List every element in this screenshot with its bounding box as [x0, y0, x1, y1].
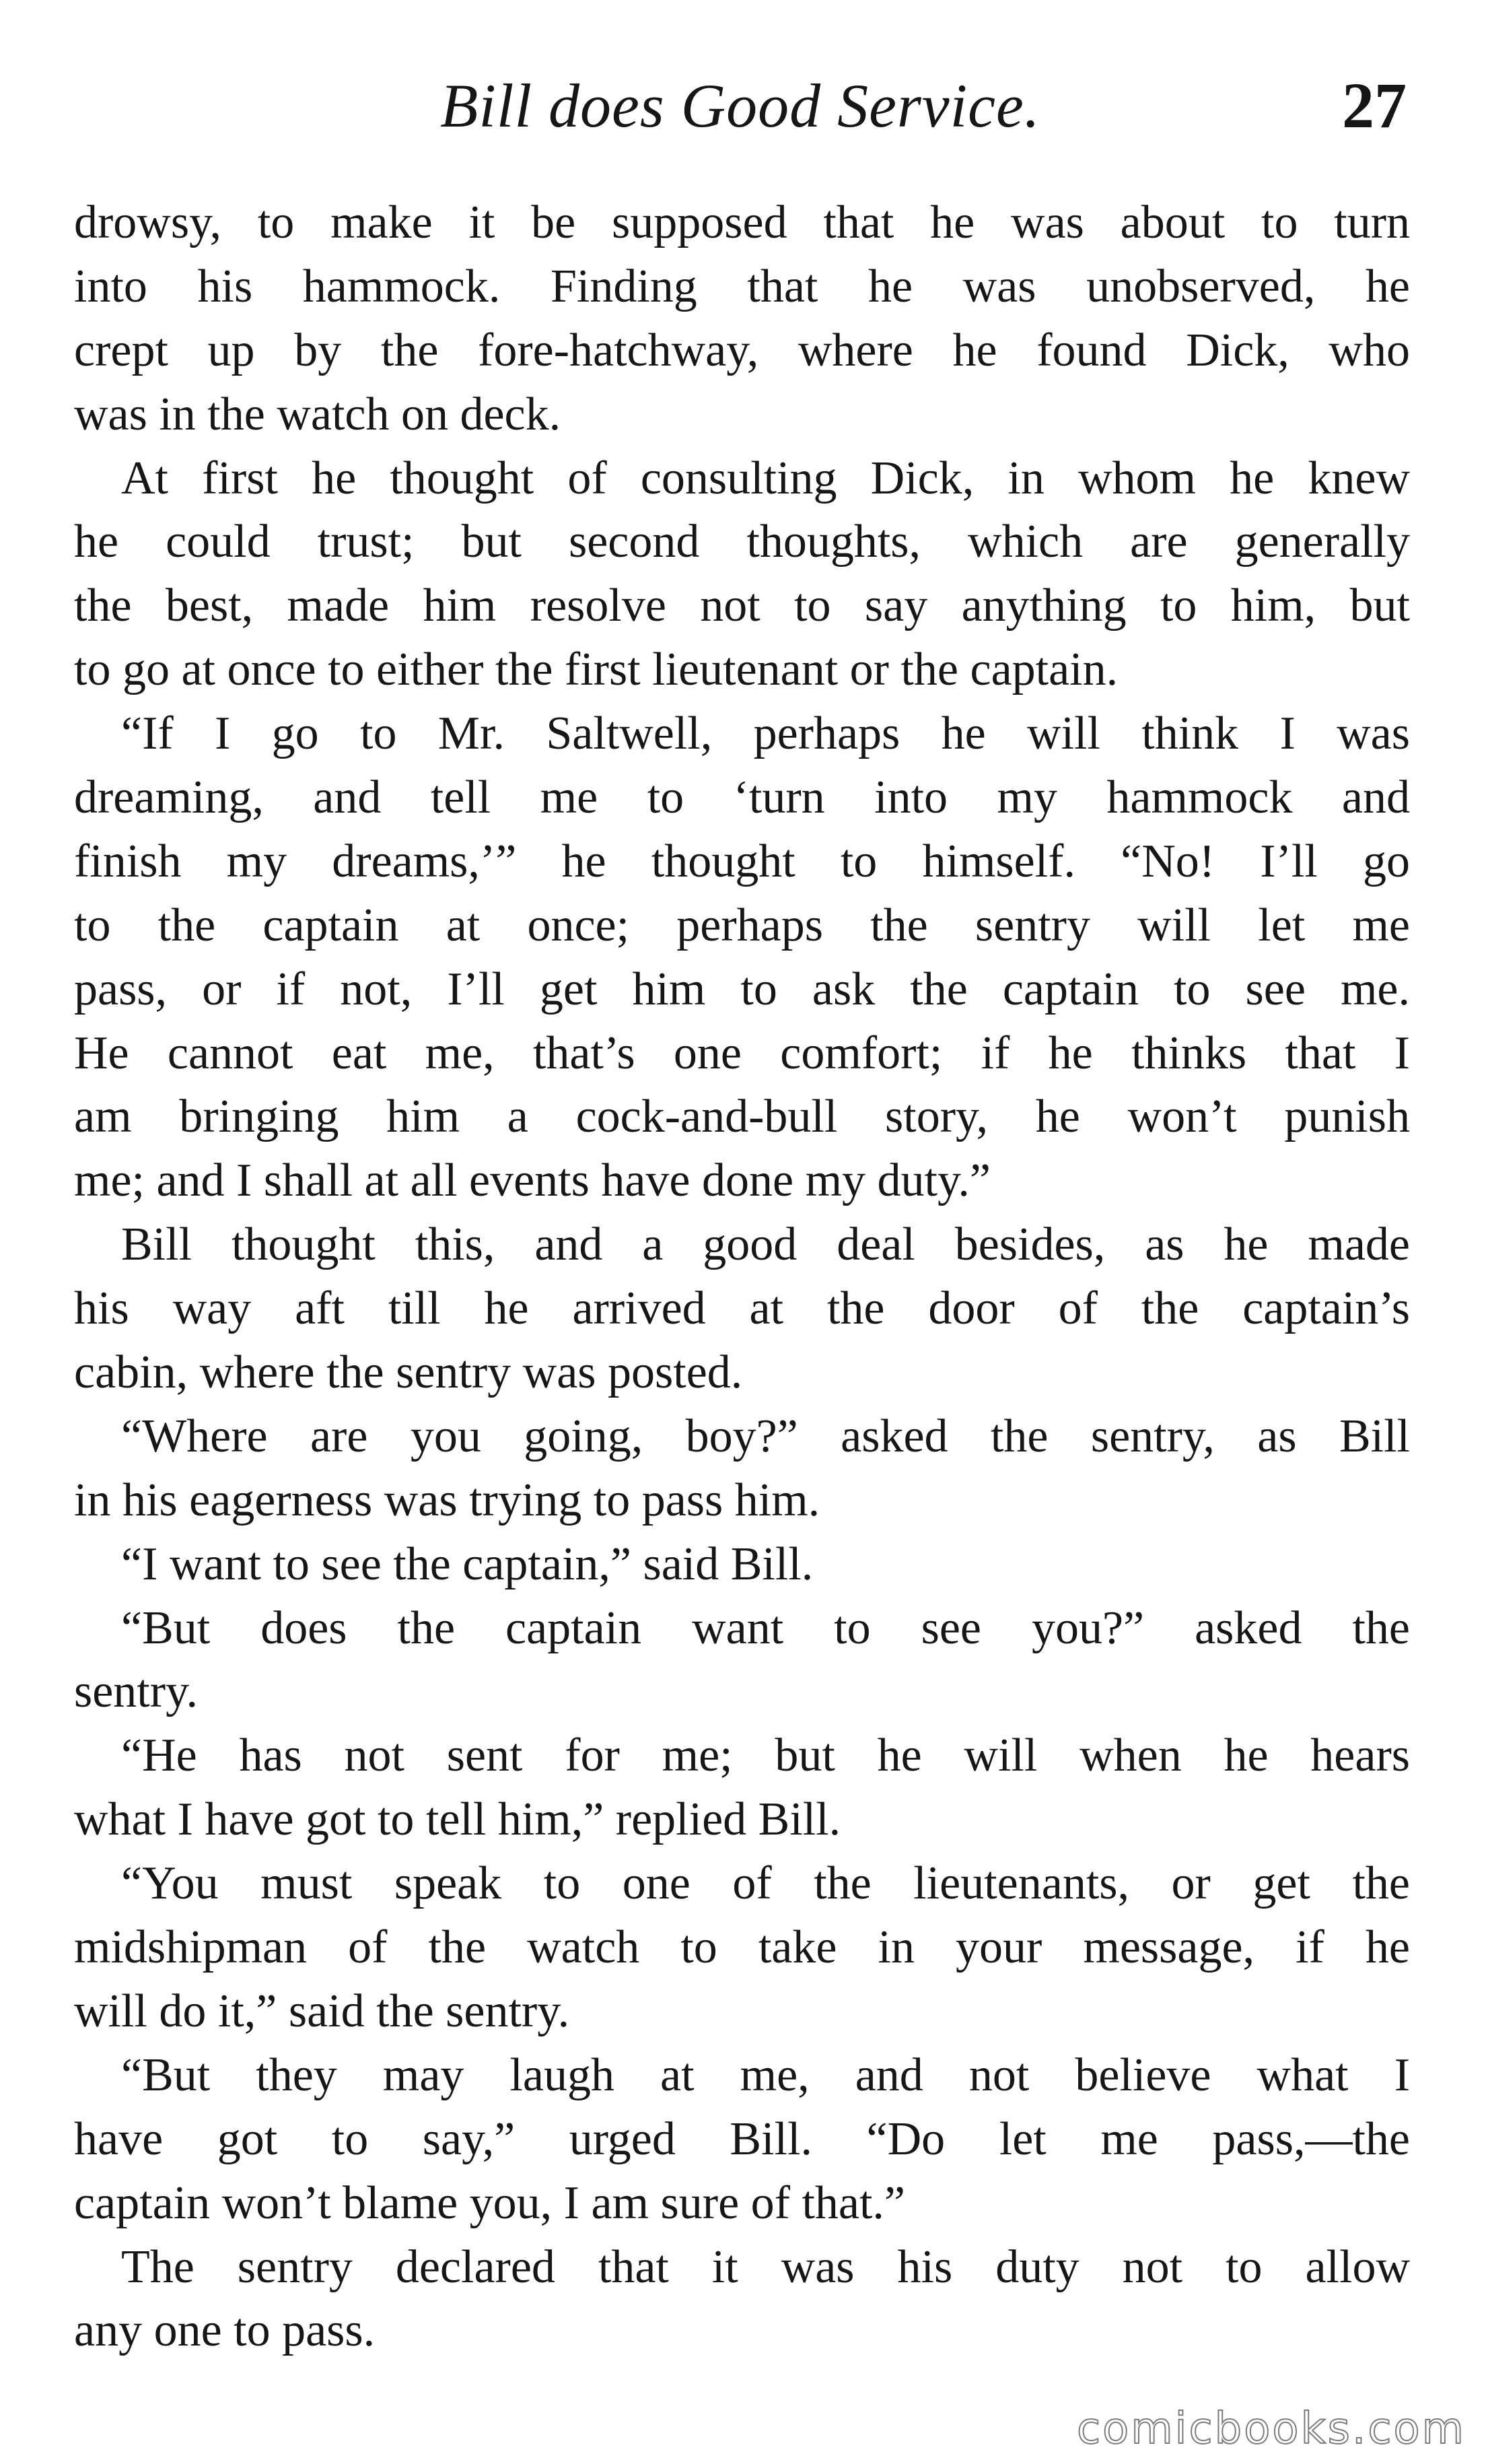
- paragraph: [74, 2236, 1410, 2364]
- paragraph: [74, 702, 1410, 1213]
- text-line: into his hammock. Finding that he was unobserved, he: [74, 260, 1410, 312]
- text-line: midshipman of the watch to take in your message, if he: [74, 1921, 1410, 1974]
- paragraph: [74, 1852, 1410, 2044]
- text-line: me; and I shall at all events have done my duty.”: [74, 1155, 991, 1207]
- text-line: “But does the captain want to see you?” asked the: [121, 1602, 1410, 1654]
- site-watermark: comicbooks.com: [1076, 2404, 1466, 2454]
- text-line: in his eagerness was trying to pass him.: [74, 1474, 820, 1526]
- paragraph: [74, 1597, 1410, 1725]
- text-line: “I want to see the captain,” said Bill.: [121, 1538, 814, 1590]
- paragraph: [74, 1213, 1410, 1405]
- text-line: finish my dreams,’” he thought to himself. “No! I’ll go: [74, 835, 1410, 887]
- text-line: “But they may laugh at me, and not believe what I: [121, 2049, 1410, 2101]
- paragraph: [74, 1724, 1410, 1852]
- text-line: cabin, where the sentry was posted.: [74, 1346, 743, 1399]
- text-line: “Where are you going, boy?” asked the sentry, as Bill: [121, 1410, 1410, 1462]
- text-line: crept up by the fore-hatchway, where he found Dick, who: [74, 324, 1410, 376]
- text-line: to the captain at once; perhaps the sentry will let me: [74, 899, 1410, 951]
- text-line: drowsy, to make it be supposed that he was about to turn: [74, 197, 1410, 248]
- body-text: [74, 191, 1410, 2363]
- running-head: [74, 62, 1407, 149]
- text-line: the best, made him resolve not to say anything to him, but: [74, 580, 1410, 632]
- text-line: At first he thought of consulting Dick, in whom he knew: [121, 452, 1410, 504]
- paragraph: [74, 191, 1410, 447]
- text-line: sentry.: [74, 1666, 199, 1718]
- text-line: any one to pass.: [74, 2304, 376, 2357]
- text-line: was in the watch on deck.: [74, 388, 561, 440]
- chapter-running-title: Bill does Good Service.: [440, 71, 1040, 140]
- page-number: 27: [1342, 69, 1407, 141]
- text-line: dreaming, and tell me to ‘turn into my hammock and: [74, 772, 1410, 824]
- text-line: He cannot eat me, that’s one comfort; if he thinks that I: [74, 1027, 1410, 1079]
- text-line: am bringing him a cock-and-bull story, he won’t punish: [74, 1091, 1410, 1143]
- text-line: pass, or if not, I’ll get him to ask the captain to see me.: [74, 963, 1410, 1015]
- text-line: “He has not sent for me; but he will when he hears: [121, 1730, 1410, 1782]
- text-line: what I have got to tell him,” replied Bill.: [74, 1793, 841, 1846]
- text-line: have got to say,” urged Bill. “Do let me pass,—the: [74, 2113, 1410, 2165]
- text-line: captain won’t blame you, I am sure of that.”: [74, 2177, 905, 2229]
- text-line: to go at once to either the first lieutenant or the captain.: [74, 644, 1119, 696]
- text-line: will do it,” said the sentry.: [74, 1985, 570, 2037]
- paragraph: [74, 2044, 1410, 2236]
- text-line: his way aft till he arrived at the door of the captain’s: [74, 1282, 1410, 1335]
- text-line: “If I go to Mr. Saltwell, perhaps he will think I was: [121, 708, 1410, 760]
- text-line: Bill thought this, and a good deal besides, as he made: [121, 1219, 1410, 1271]
- text-line: “You must speak to one of the lieutenants, or get the: [121, 1857, 1410, 1910]
- paragraph: [74, 1405, 1410, 1533]
- text-line: he could trust; but second thoughts, which are generally: [74, 516, 1410, 568]
- paragraph: [74, 447, 1410, 703]
- paragraph: [74, 1533, 1410, 1597]
- text-line: The sentry declared that it was his duty not to allow: [121, 2240, 1410, 2293]
